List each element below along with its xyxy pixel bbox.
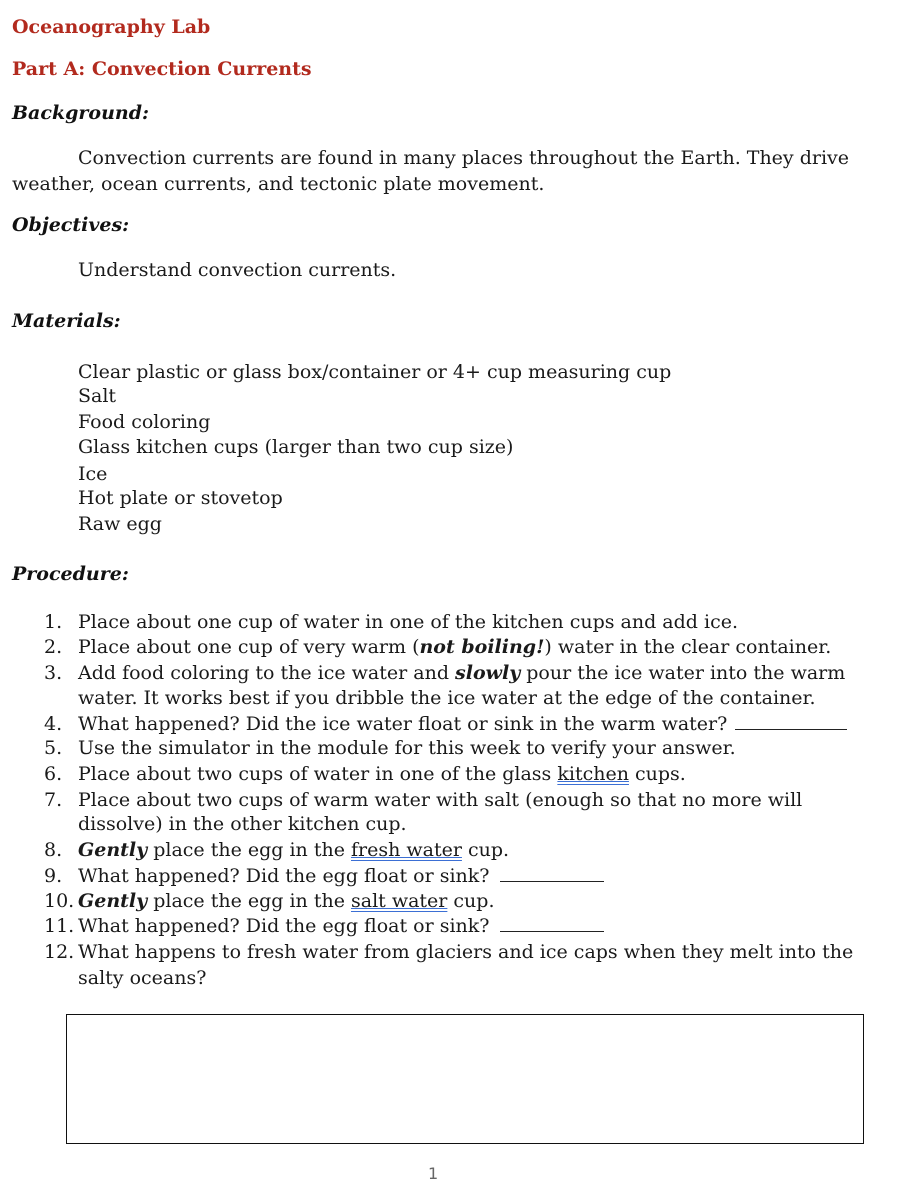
materials-item: Clear plastic or glass box/container or 4+ cup measuring cup <box>78 361 672 383</box>
step-8-part: place the egg in the <box>147 839 351 861</box>
step-9-text <box>78 865 604 887</box>
step-number: 8. <box>44 839 63 861</box>
step-9-question: What happened? Did the egg float or sink? <box>78 865 490 887</box>
step-number: 5. <box>44 737 63 759</box>
step-4-text <box>78 713 847 735</box>
step-3-part: Add food coloring to the ice water and <box>78 662 456 684</box>
background-text-line1: Convection currents are found in many places throughout the Earth. They drive <box>78 147 849 169</box>
step-2-part: ) water in the clear container. <box>544 636 832 658</box>
step-11-question: What happened? Did the egg float or sink? <box>78 915 490 937</box>
answer-box[interactable] <box>66 1014 864 1144</box>
step-number: 11. <box>44 915 75 937</box>
step-4-question: What happened? Did the ice water float or sink in the warm water? <box>78 713 728 735</box>
step-number: 7. <box>44 789 63 811</box>
step-10-text <box>78 890 495 912</box>
step-11-text <box>78 915 604 937</box>
answer-blank[interactable] <box>500 930 604 932</box>
background-text-line2: weather, ocean currents, and tectonic plate movement. <box>12 173 545 195</box>
step-6-part: Place about two cups of water in one of the glass <box>78 763 558 785</box>
materials-item: Hot plate or stovetop <box>78 487 283 509</box>
step-number: 2. <box>44 636 63 658</box>
step-1-text: Place about one cup of water in one of the kitchen cups and add ice. <box>78 611 738 633</box>
step-10-part: place the egg in the <box>147 890 351 912</box>
step-3-text-line2: water. It works best if you dribble the ice water at the edge of the container. <box>78 687 816 709</box>
background-heading: Background: <box>12 102 149 124</box>
step-number: 12. <box>44 941 75 963</box>
step-2-part: Place about one cup of very warm ( <box>78 636 420 658</box>
procedure-heading: Procedure: <box>12 563 129 585</box>
step-12-text: What happens to fresh water from glaciers and ice caps when they melt into the <box>78 941 854 963</box>
step-7-text-line2: dissolve) in the other kitchen cup. <box>78 813 407 835</box>
step-10-flagged-phrase: salt water <box>350 890 448 912</box>
step-6-text <box>78 763 686 785</box>
materials-item: Salt <box>78 385 117 407</box>
step-8-part: cup. <box>461 839 510 861</box>
step-2-text <box>78 636 831 658</box>
objectives-heading: Objectives: <box>12 214 130 236</box>
materials-item: Ice <box>78 463 108 485</box>
part-heading: Part A: Convection Currents <box>12 58 312 80</box>
step-12-text-line2: salty oceans? <box>78 967 207 989</box>
step-3-emphasis: slowly <box>455 662 521 684</box>
step-number: 10. <box>44 890 75 912</box>
step-10-emphasis: Gently <box>78 890 148 912</box>
step-6-part: cups. <box>628 763 686 785</box>
step-5-text: Use the simulator in the module for this week to verify your answer. <box>78 737 736 759</box>
step-number: 1. <box>44 611 63 633</box>
step-number: 9. <box>44 865 63 887</box>
step-3-part: pour the ice water into the warm <box>520 662 846 684</box>
materials-item: Raw egg <box>78 513 162 535</box>
step-7-text: Place about two cups of warm water with salt (enough so that no more will <box>78 789 803 811</box>
step-number: 6. <box>44 763 63 785</box>
step-10-part: cup. <box>447 890 495 912</box>
answer-blank[interactable] <box>500 880 604 882</box>
step-2-emphasis: not boiling! <box>419 636 545 658</box>
step-3-text <box>78 662 845 684</box>
materials-heading: Materials: <box>12 310 121 332</box>
answer-blank[interactable] <box>735 728 847 730</box>
page-number: 1 <box>428 1164 439 1183</box>
step-8-flagged-phrase: fresh water <box>350 839 462 861</box>
materials-item: Food coloring <box>78 411 211 433</box>
step-8-emphasis: Gently <box>78 839 148 861</box>
materials-item: Glass kitchen cups (larger than two cup size) <box>78 436 514 458</box>
document-title: Oceanography Lab <box>12 16 211 38</box>
step-8-text <box>78 839 509 861</box>
objectives-text: Understand convection currents. <box>78 259 397 281</box>
step-number: 4. <box>44 713 63 735</box>
step-6-flagged-word: kitchen <box>557 763 629 785</box>
step-number: 3. <box>44 662 63 684</box>
